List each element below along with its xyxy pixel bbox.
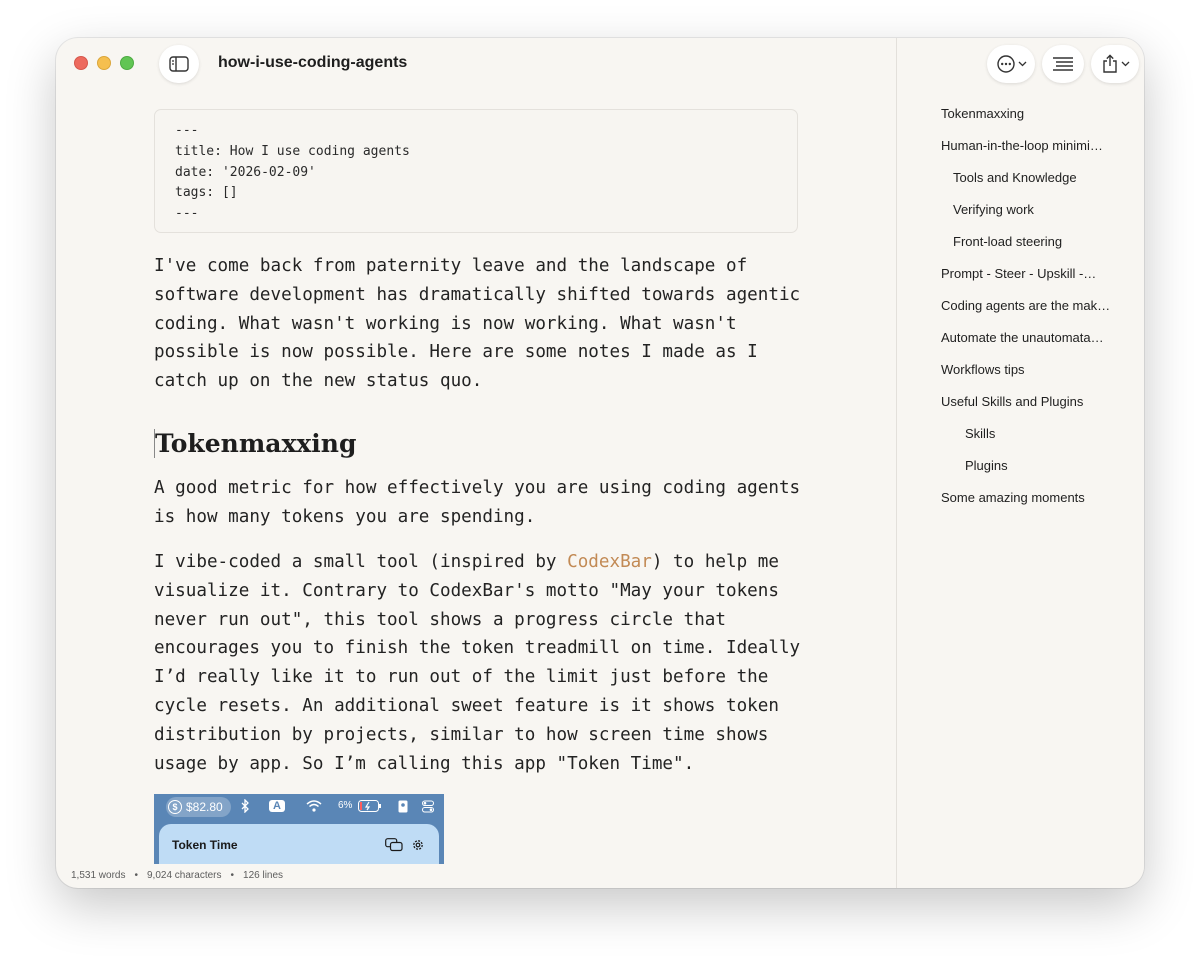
control-center-icon	[422, 800, 434, 813]
outline-item[interactable]: Tools and Knowledge	[953, 170, 1077, 185]
price-text: $82.80	[186, 800, 223, 814]
paragraph-text: ) to help me visualize it. Contrary to CodexBar's motto "May your tokens never run out", this tool shows a progress circle that encourages you to finish the token treadmill on time. Ideally I’d really like it to run out of the limit just before the cycle resets. An additional sweet feature is it shows token distribution by projects, similar to how screen time shows usage by app. So I’m calling this app "Token Time".	[154, 552, 801, 774]
chevron-down-icon	[1121, 61, 1130, 67]
outline-item[interactable]: Plugins	[965, 458, 1008, 473]
document-title: how-i-use-coding-agents	[218, 54, 408, 71]
outline-item[interactable]: Front-load steering	[953, 234, 1063, 249]
editor-window	[56, 38, 1144, 888]
frontmatter-block[interactable]	[154, 109, 798, 233]
frontmatter-line: tags: []	[175, 185, 238, 201]
ellipsis-circle-icon	[996, 54, 1016, 74]
outline-item[interactable]: Some amazing moments	[941, 490, 1085, 505]
contact-card-icon	[398, 800, 408, 813]
codexbar-link[interactable]: CodexBar	[567, 552, 652, 572]
chevron-down-icon	[1018, 61, 1027, 67]
outline-sidebar	[896, 38, 1144, 888]
coin-icon: $	[168, 800, 182, 814]
bluetooth-icon	[240, 799, 250, 813]
character-count: 9,024 characters	[147, 870, 222, 881]
outline-item[interactable]: Workflows tips	[941, 362, 1025, 377]
more-options-button[interactable]	[987, 45, 1035, 83]
status-bar	[71, 870, 283, 881]
panel-title: Token Time	[172, 838, 238, 852]
battery-icon	[358, 800, 382, 812]
metric-paragraph: A good metric for how effectively you are using coding agents is how many tokens you are spending.	[154, 478, 801, 527]
menubar-price	[166, 797, 231, 817]
list-outline-icon	[1052, 56, 1074, 72]
outline-item[interactable]: Useful Skills and Plugins	[941, 394, 1084, 409]
section-heading-tokenmaxxing: Tokenmaxxing	[155, 429, 357, 458]
tool-paragraph	[154, 548, 804, 778]
word-count: 1,531 words	[71, 870, 126, 881]
frontmatter-line: ---	[175, 123, 199, 138]
token-time-panel	[159, 824, 439, 864]
battery-percent: 6%	[338, 800, 353, 811]
input-source-icon: A	[269, 800, 285, 812]
line-count: 126 lines	[243, 870, 284, 881]
outline-item[interactable]: Tokenmaxxing	[941, 106, 1025, 121]
share-button[interactable]	[1091, 45, 1139, 83]
close-window-button[interactable]	[74, 56, 88, 70]
separator-dot: •	[230, 870, 235, 881]
maximize-window-button[interactable]	[120, 56, 134, 70]
outline-item[interactable]: Skills	[965, 426, 996, 441]
minimize-window-button[interactable]	[97, 56, 111, 70]
outline-item[interactable]: Human-in-the-loop minimi…	[941, 138, 1103, 153]
outline-button[interactable]	[1042, 45, 1084, 83]
paragraph-text: I vibe-coded a small tool (inspired by	[154, 552, 568, 572]
separator-dot: •	[134, 870, 138, 881]
outline-item[interactable]: Prompt - Steer - Upskill -…	[941, 266, 1097, 281]
token-time-screenshot	[154, 794, 444, 864]
outline-item[interactable]: Automate the unautomata…	[941, 330, 1104, 345]
sidebar-icon	[169, 56, 189, 72]
gear-icon	[411, 838, 425, 852]
sidebar-toggle-button[interactable]	[159, 45, 199, 83]
frontmatter-line: ---	[175, 206, 199, 222]
frontmatter-line: date: '2026-02-09'	[175, 164, 316, 180]
intro-paragraph: I've come back from paternity leave and the landscape of software development has dramatically shifted towards agentic coding. What wasn't working is now working. What wasn't possible is now possible. Here are some notes I made as I catch up on the new status quo.	[154, 256, 801, 392]
wifi-icon	[306, 799, 322, 813]
outline-item[interactable]: Coding agents are the mak…	[941, 298, 1111, 313]
frontmatter-line: title: How I use coding agents	[175, 143, 410, 159]
outline-item[interactable]: Verifying work	[953, 202, 1034, 217]
share-icon	[1101, 54, 1119, 74]
chat-bubbles-icon	[385, 838, 403, 852]
